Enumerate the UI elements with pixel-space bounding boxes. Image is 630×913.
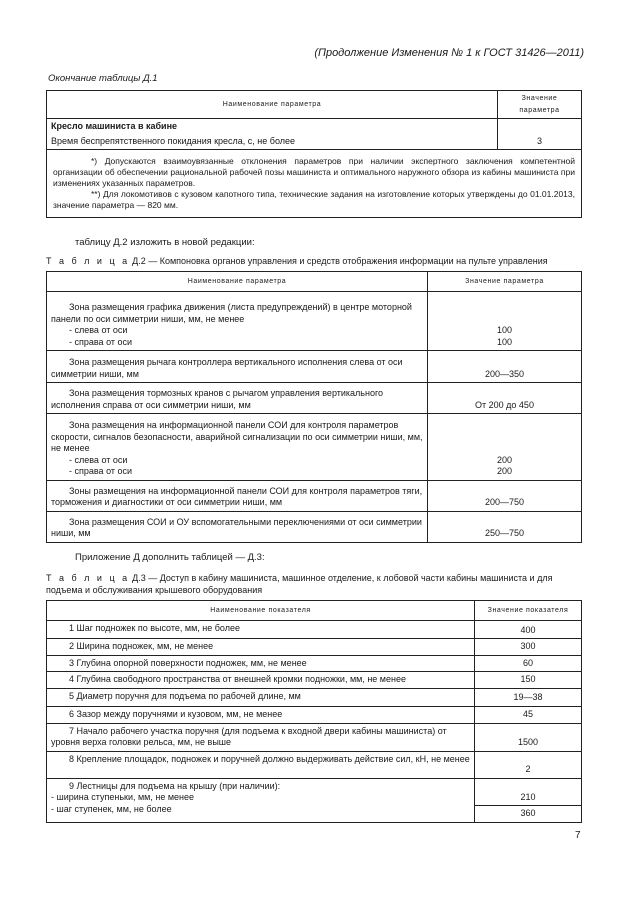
row-value bbox=[428, 292, 582, 351]
note-1: *) Допускаются взаимоувязанные отклонения параметров при наличии экспертного заключения компетентной организации об обеспечении рациональной рабочей позы машиниста и оптимального наружного обзора из кабины машиниста при изменениях указанных параметров. bbox=[53, 156, 575, 188]
table-d3 bbox=[46, 600, 582, 823]
row-sub: - справа от оси bbox=[69, 336, 133, 347]
row-value: 19—38 bbox=[475, 688, 582, 706]
row-value: 3 bbox=[498, 119, 582, 150]
row-sub: - справа от оси bbox=[69, 466, 133, 476]
table-row: 7 Начало рабочего участка поручня (для подъема к входной двери кабины машиниста) от уровня верха головки рельса, мм, не выше bbox=[47, 723, 475, 751]
table-row bbox=[47, 480, 428, 511]
row-value: 400 bbox=[475, 621, 582, 639]
row-text: Зона размещения тормозных кранов с рычагом управления вертикального исполнения справа от оси симметрии ниши, мм bbox=[51, 388, 384, 410]
col-param-header: Наименование параметра bbox=[47, 91, 498, 119]
row-value: 200—350 bbox=[428, 351, 582, 383]
value-line: 100 bbox=[496, 325, 513, 335]
instruction-2: Приложение Д дополнить таблицей — Д.3: bbox=[75, 552, 265, 563]
row-value: 200—750 bbox=[428, 480, 582, 511]
table-row bbox=[47, 292, 428, 351]
row-value: 250—750 bbox=[428, 511, 582, 542]
continuation-header: (Продолжение Изменения № 1 к ГОСТ 31426—2011) bbox=[314, 47, 584, 59]
value-line: 360 bbox=[520, 808, 536, 818]
row-value bbox=[475, 778, 582, 822]
table-row bbox=[47, 119, 498, 150]
table-row bbox=[47, 778, 475, 822]
col-param-header: Наименование показателя bbox=[47, 601, 475, 621]
row-sub: - слева от оси bbox=[69, 454, 128, 465]
table-row: 5 Диаметр поручня для подъема по рабочей длине, мм bbox=[47, 688, 475, 706]
table-notes bbox=[47, 150, 582, 218]
table-title: Д.3 — Доступ в кабину машиниста, машинное отделение, к лобовой части кабины машиниста и для подъема и обслуживания крышевого оборудования bbox=[46, 573, 553, 595]
value-line: 100 bbox=[496, 336, 513, 347]
row-text: Зона размещения на информационной панели СОИ для контроля параметров скорости, сигналов безопасности, аварийной сигнализации по оси симметрии ниши, мм, не менее bbox=[51, 420, 423, 453]
value-line: 200 bbox=[496, 454, 513, 465]
row-value: 60 bbox=[475, 655, 582, 672]
row-text: Зоны размещения на информационной панели СОИ для контроля параметров тяги, торможения и диагностики от оси симметрии ниши, мм bbox=[51, 485, 423, 507]
section-title: Кресло машиниста в кабине bbox=[51, 121, 178, 131]
row-text: Время беспрепятственного покидания кресла, с, не более bbox=[51, 135, 296, 146]
row-value: 1500 bbox=[475, 723, 582, 751]
row-value: 150 bbox=[475, 672, 582, 689]
note-2: **) Для локомотивов с кузовом капотного типа, технические задания на изготовление которых утверждены до 01.01.2013, значение параметра — 820 мм. bbox=[53, 189, 575, 210]
row-value: 300 bbox=[475, 639, 582, 656]
row-sub: - ширина ступеньки, мм, не менее bbox=[51, 792, 195, 802]
row-text: Зона размещения рычага контроллера вертикального исполнения слева от оси симметрии ниши, мм bbox=[51, 357, 403, 379]
instruction-1: таблицу Д.2 изложить в новой редакции: bbox=[75, 237, 255, 248]
row-value: 2 bbox=[475, 751, 582, 778]
table-row: 4 Глубина свободного пространства от внешней кромки подножки, мм, не менее bbox=[47, 672, 475, 689]
table-row bbox=[47, 351, 428, 383]
table-label: Т а б л и ц а bbox=[46, 573, 130, 583]
table-d3-title bbox=[46, 572, 586, 596]
row-text: Зона размещения графика движения (листа предупреждений) в центре моторной панели по оси симметрии ниши, мм, не менее bbox=[51, 302, 412, 324]
row-value: От 200 до 450 bbox=[428, 383, 582, 414]
table-row: 8 Крепление площадок, подножек и поручней должно выдерживать действие сил, кН, не менее bbox=[47, 751, 475, 778]
value-line: 210 bbox=[475, 790, 581, 807]
table-row bbox=[47, 511, 428, 542]
page-number: 7 bbox=[575, 830, 581, 841]
table-row: 3 Глубина опорной поверхности подножек, мм, не менее bbox=[47, 655, 475, 672]
row-sub: - шаг ступенек, мм, не более bbox=[51, 803, 172, 814]
row-value: 45 bbox=[475, 706, 582, 723]
table-row: 6 Зазор между поручнями и кузовом, мм, не менее bbox=[47, 706, 475, 723]
table-d1 bbox=[46, 90, 582, 218]
table-row bbox=[47, 414, 428, 481]
row-value bbox=[428, 414, 582, 481]
table-label: Т а б л и ц а bbox=[46, 256, 130, 266]
table-row bbox=[47, 383, 428, 414]
table-d2-title bbox=[46, 256, 586, 266]
table-d2 bbox=[46, 271, 582, 543]
col-param-header: Наименование параметра bbox=[47, 272, 428, 292]
table-row: 1 Шаг подножек по высоте, мм, не более bbox=[47, 621, 475, 639]
row-text: 9 Лестницы для подъема на крышу (при наличии): bbox=[69, 780, 281, 791]
col-value-header bbox=[498, 91, 582, 119]
col-value-line-1: Значение bbox=[521, 95, 558, 102]
col-value-line-2: параметра bbox=[519, 106, 560, 114]
row-sub: - слева от оси bbox=[69, 325, 128, 335]
table-title: Д.2 — Компоновка органов управления и средств отображения информации на пульте управления bbox=[132, 256, 548, 266]
row-text: Зона размещения СОИ и ОУ вспомогательными переключениями от оси симметрии ниши, мм bbox=[51, 516, 422, 538]
col-value-header: Значение показателя bbox=[475, 601, 582, 621]
table-d1-caption: Окончание таблицы Д.1 bbox=[48, 73, 158, 84]
value-line: 200 bbox=[496, 466, 513, 476]
table-row: 2 Ширина подножек, мм, не менее bbox=[47, 639, 475, 656]
col-value-header: Значение параметра bbox=[428, 272, 582, 292]
